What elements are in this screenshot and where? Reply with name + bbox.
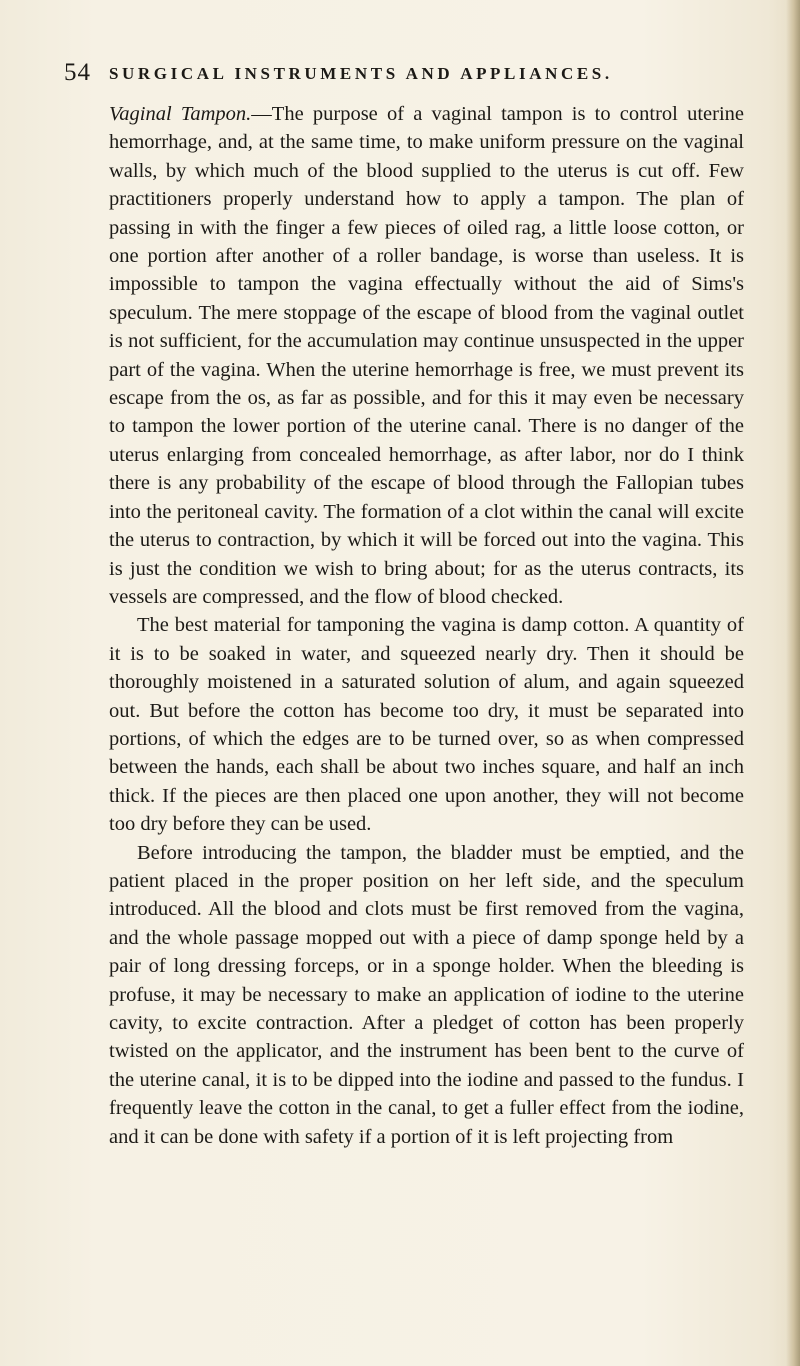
running-head: SURGICAL INSTRUMENTS AND APPLIANCES.: [109, 64, 613, 83]
page-header: [64, 56, 744, 96]
body-text: [109, 100, 744, 1151]
paragraph-2: The best material for tamponing the vagina is damp cotton. A quantity of it is to be soaked in water, and squeezed nearly dry. Then it should be thoroughly moistened in a saturated solution of alum, and again squeezed out. But before the cotton has become too dry, it must be separated into portions, of which the edges are to be turned over, so as when compressed between the hands, each shall be about two inches square, and half an inch thick. If the pieces are then placed one upon another, they will not become too dry before they can be used.: [109, 614, 744, 836]
paragraph-3: Before introducing the tampon, the bladder must be emptied, and the patient placed in the proper position on her left side, and the speculum introduced. All the blood and clots must be first removed from the vagina, and the whole passage mopped out with a piece of damp sponge held by a pair of long dressing forceps, or in a sponge holder. When the bleeding is profuse, it may be necessary to make an application of iodine to the uterine cavity, to excite contraction. After a pledget of cotton has been properly twisted on the applicator, and the instrument has been bent to the curve of the uterine canal, it is to be dipped into the iodine and passed to the fundus. I frequently leave the cotton in the canal, to get a fuller effect from the iodine, and it can be done with safety if a portion of it is left projecting from: [109, 841, 744, 1148]
paragraph-1: [109, 100, 744, 611]
page-number: 54: [64, 59, 91, 86]
page-edge-shadow: [786, 0, 800, 1366]
paragraph-1-text: —The purpose of a vaginal tampon is to control uterine hemorrhage, and, at the same time, to make uniform pressure on the vaginal walls, by which much of the blood supplied to the uterus is cut off. Few practitioners properly understand how to apply a tampon. The plan of passing in with the finger a few pieces of oiled rag, a little loose cotton, or one portion after another of a roller bandage, is worse than useless. It is impossible to tampon the vagina effectually without the aid of Sims's speculum. The mere stoppage of the escape of blood from the vaginal outlet is not sufficient, for the accumulation may continue unsuspected in the upper part of the vagina. When the uterine hemorrhage is free, we must prevent its escape from the os, as far as possible, and for this it may even be necessary to tampon the lower portion of the uterine canal. There is no danger of the uterus enlarging from concealed hemorrhage, as after labor, nor do I think there is any probability of the escape of blood through the Fallopian tubes into the peritoneal cavity. The formation of a clot within the canal will excite the uterus to contraction, by which it will be forced out into the vagina. This is just the condition we wish to bring about; for as the uterus contracts, its vessels are compressed, and the flow of blood checked.: [109, 103, 744, 608]
section-title: Vaginal Tampon.: [109, 103, 252, 125]
